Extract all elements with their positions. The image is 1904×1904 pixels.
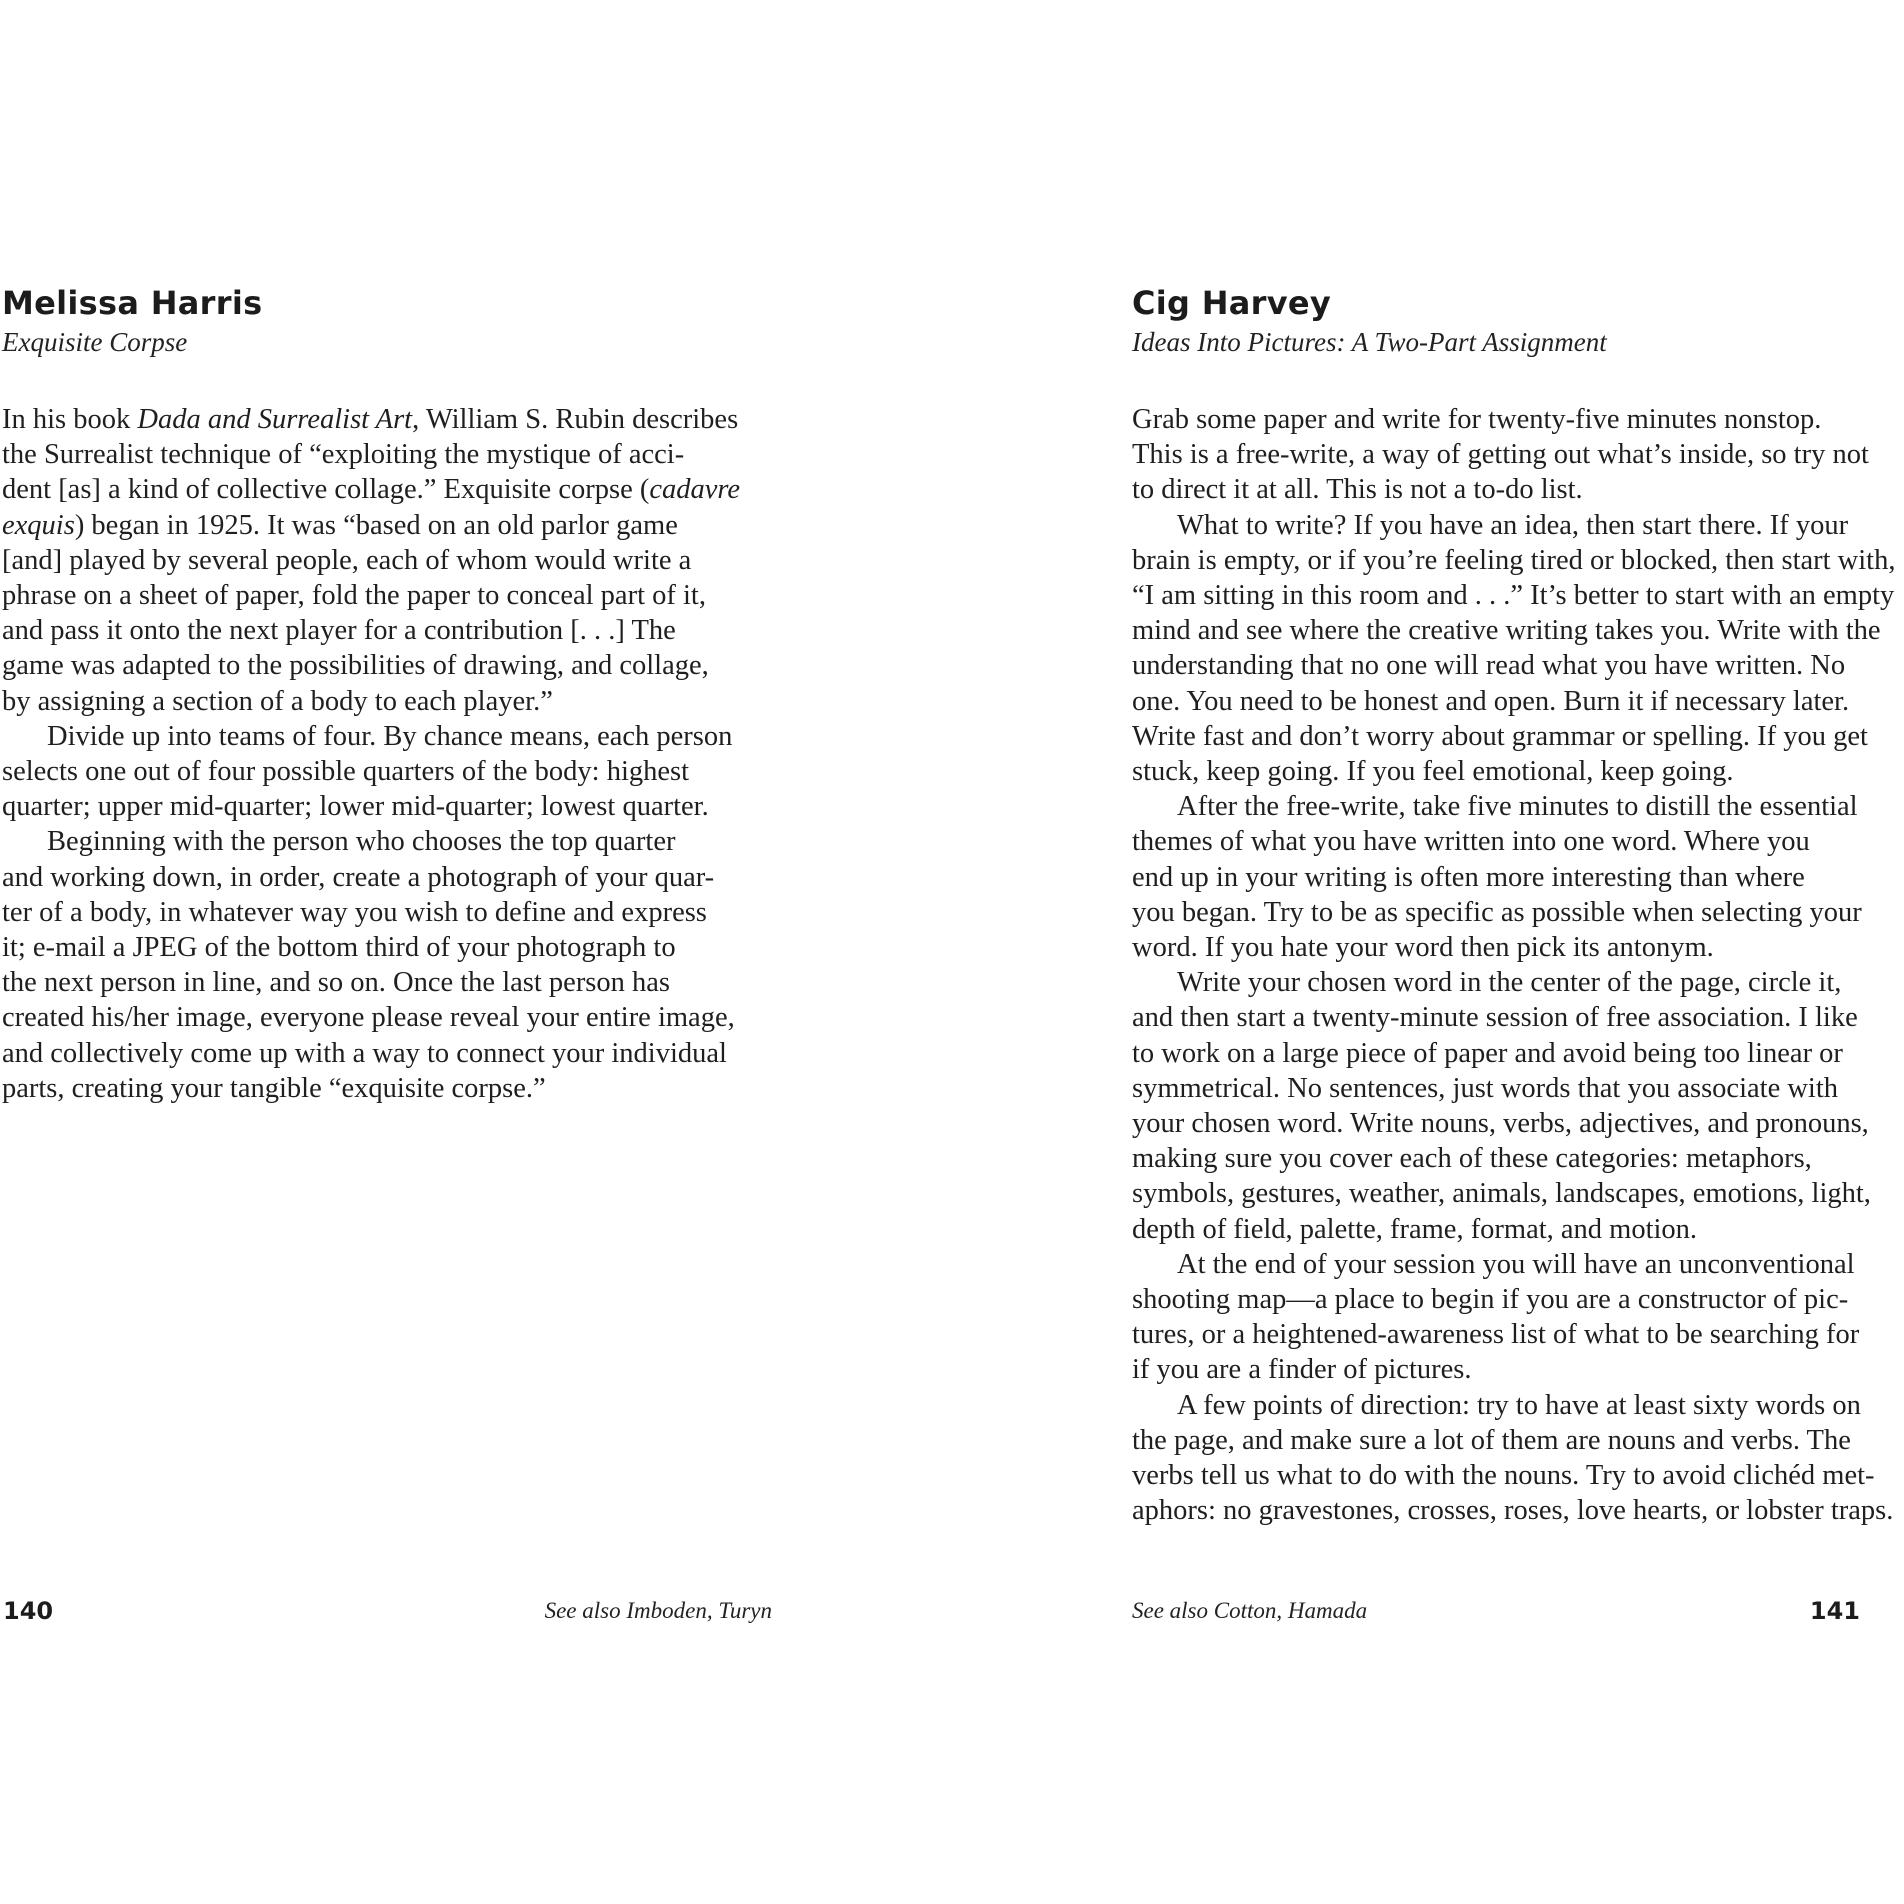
- text-line: dent [as] a kind of collective collage.” Exquisite corpse (cadavre: [2, 474, 741, 506]
- left-see-also: See also Imboden, Turyn: [544, 1598, 772, 1623]
- text-line: Divide up into teams of four. By chance means, each person: [47, 720, 733, 752]
- text-line: and pass it onto the next player for a contribution [. . .] The: [2, 615, 676, 647]
- text-line: word. If you hate your word then pick its antonym.: [1132, 932, 1714, 964]
- text-line: After the free-write, take five minutes to distill the essential: [1177, 791, 1858, 823]
- right-page-number: 141: [1809, 1597, 1860, 1625]
- text-line: the Surrealist technique of “exploiting the mystique of acci-: [2, 439, 685, 471]
- text-line: the next person in line, and so on. Once the last person has: [2, 967, 671, 999]
- text-line: ter of a body, in whatever way you wish to define and express: [2, 896, 707, 928]
- text-line: This is a free-write, a way of getting out what’s inside, so try not: [1132, 439, 1869, 471]
- text-line: created his/her image, everyone please reveal your entire image,: [2, 1002, 735, 1034]
- text-line: What to write? If you have an idea, then start there. If your: [1177, 509, 1849, 541]
- text-line: understanding that no one will read what you have written. No: [1132, 650, 1846, 682]
- text-line: game was adapted to the possibilities of drawing, and collage,: [2, 650, 709, 682]
- text-line: it; e-mail a JPEG of the bottom third of your photograph to: [2, 932, 676, 964]
- text-line: themes of what you have written into one word. Where you: [1132, 826, 1810, 858]
- text-line: your chosen word. Write nouns, verbs, adjectives, and pronouns,: [1132, 1108, 1869, 1140]
- text-line: [and] played by several people, each of whom would write a: [2, 544, 692, 576]
- text-line: Beginning with the person who chooses the top quarter: [47, 826, 676, 858]
- text-line: phrase on a sheet of paper, fold the paper to conceal part of it,: [2, 580, 706, 612]
- text-line: stuck, keep going. If you feel emotional, keep going.: [1132, 756, 1734, 788]
- right-essay-title: Ideas Into Pictures: A Two-Part Assignment: [1132, 327, 1607, 357]
- left-essay-title: Exquisite Corpse: [2, 327, 188, 357]
- text-line: the page, and make sure a lot of them are nouns and verbs. The: [1132, 1424, 1851, 1456]
- text-line: one. You need to be honest and open. Burn it if necessary later.: [1132, 685, 1850, 717]
- text-line: and then start a twenty-minute session of free association. I like: [1132, 1002, 1858, 1034]
- text-line: shooting map—a place to begin if you are a constructor of pic-: [1132, 1284, 1849, 1316]
- text-line: selects one out of four possible quarters of the body: highest: [2, 756, 690, 788]
- text-line: Grab some paper and write for twenty-five minutes nonstop.: [1132, 404, 1822, 435]
- text-line: symmetrical. No sentences, just words that you associate with: [1132, 1072, 1839, 1104]
- left-author-heading: Melissa Harris: [2, 284, 263, 322]
- text-line: symbols, gestures, weather, animals, landscapes, emotions, light,: [1132, 1178, 1871, 1210]
- text-line: A few points of direction: try to have at least sixty words on: [1177, 1389, 1861, 1421]
- text-line: if you are a finder of pictures.: [1132, 1354, 1472, 1386]
- text-line: to work on a large piece of paper and avoid being too linear or: [1132, 1037, 1843, 1069]
- text-line: and collectively come up with a way to connect your individual: [2, 1037, 727, 1069]
- text-line: mind and see where the creative writing takes you. Write with the: [1132, 615, 1881, 647]
- text-line: aphors: no gravestones, crosses, roses, love hearts, or lobster traps.: [1132, 1495, 1894, 1527]
- text-line: Write your chosen word in the center of the page, circle it,: [1177, 967, 1842, 999]
- right-page: [952, 0, 1904, 1904]
- text-line: making sure you cover each of these categories: metaphors,: [1132, 1143, 1812, 1175]
- text-line: At the end of your session you will have an unconventional: [1177, 1248, 1855, 1280]
- text-line: “I am sitting in this room and . . .” It’s better to start with an empty: [1132, 580, 1895, 612]
- text-line: tures, or a heightened-awareness list of what to be searching for: [1132, 1319, 1860, 1351]
- text-line: verbs tell us what to do with the nouns. Try to avoid clichéd met-: [1132, 1460, 1875, 1492]
- text-line: parts, creating your tangible “exquisite corpse.”: [2, 1072, 546, 1104]
- right-author-heading: Cig Harvey: [1132, 284, 1332, 322]
- text-line: by assigning a section of a body to each player.”: [2, 685, 553, 717]
- text-line: to direct it at all. This is not a to-do list.: [1132, 474, 1583, 506]
- right-see-also: See also Cotton, Hamada: [1132, 1598, 1368, 1623]
- text-line: brain is empty, or if you’re feeling tired or blocked, then start with,: [1132, 544, 1896, 576]
- right-column: [1132, 282, 1902, 1529]
- right-body-text: [1132, 402, 1902, 1529]
- left-column: [2, 282, 772, 1106]
- text-line: end up in your writing is often more interesting than where: [1132, 861, 1805, 893]
- left-page-number: 140: [3, 1597, 54, 1625]
- text-line: Write fast and don’t worry about grammar or spelling. If you get: [1132, 720, 1868, 752]
- text-line: In his book Dada and Surrealist Art, William S. Rubin describes: [2, 404, 739, 435]
- left-body-text: [2, 402, 772, 1106]
- text-line: depth of field, palette, frame, format, and motion.: [1132, 1213, 1698, 1245]
- text-line: and working down, in order, create a photograph of your quar-: [2, 861, 715, 893]
- text-line: quarter; upper mid-quarter; lower mid-quarter; lowest quarter.: [2, 791, 709, 823]
- text-line: you began. Try to be as specific as possible when selecting your: [1132, 896, 1862, 928]
- text-line: exquis) began in 1925. It was “based on an old parlor game: [2, 509, 678, 541]
